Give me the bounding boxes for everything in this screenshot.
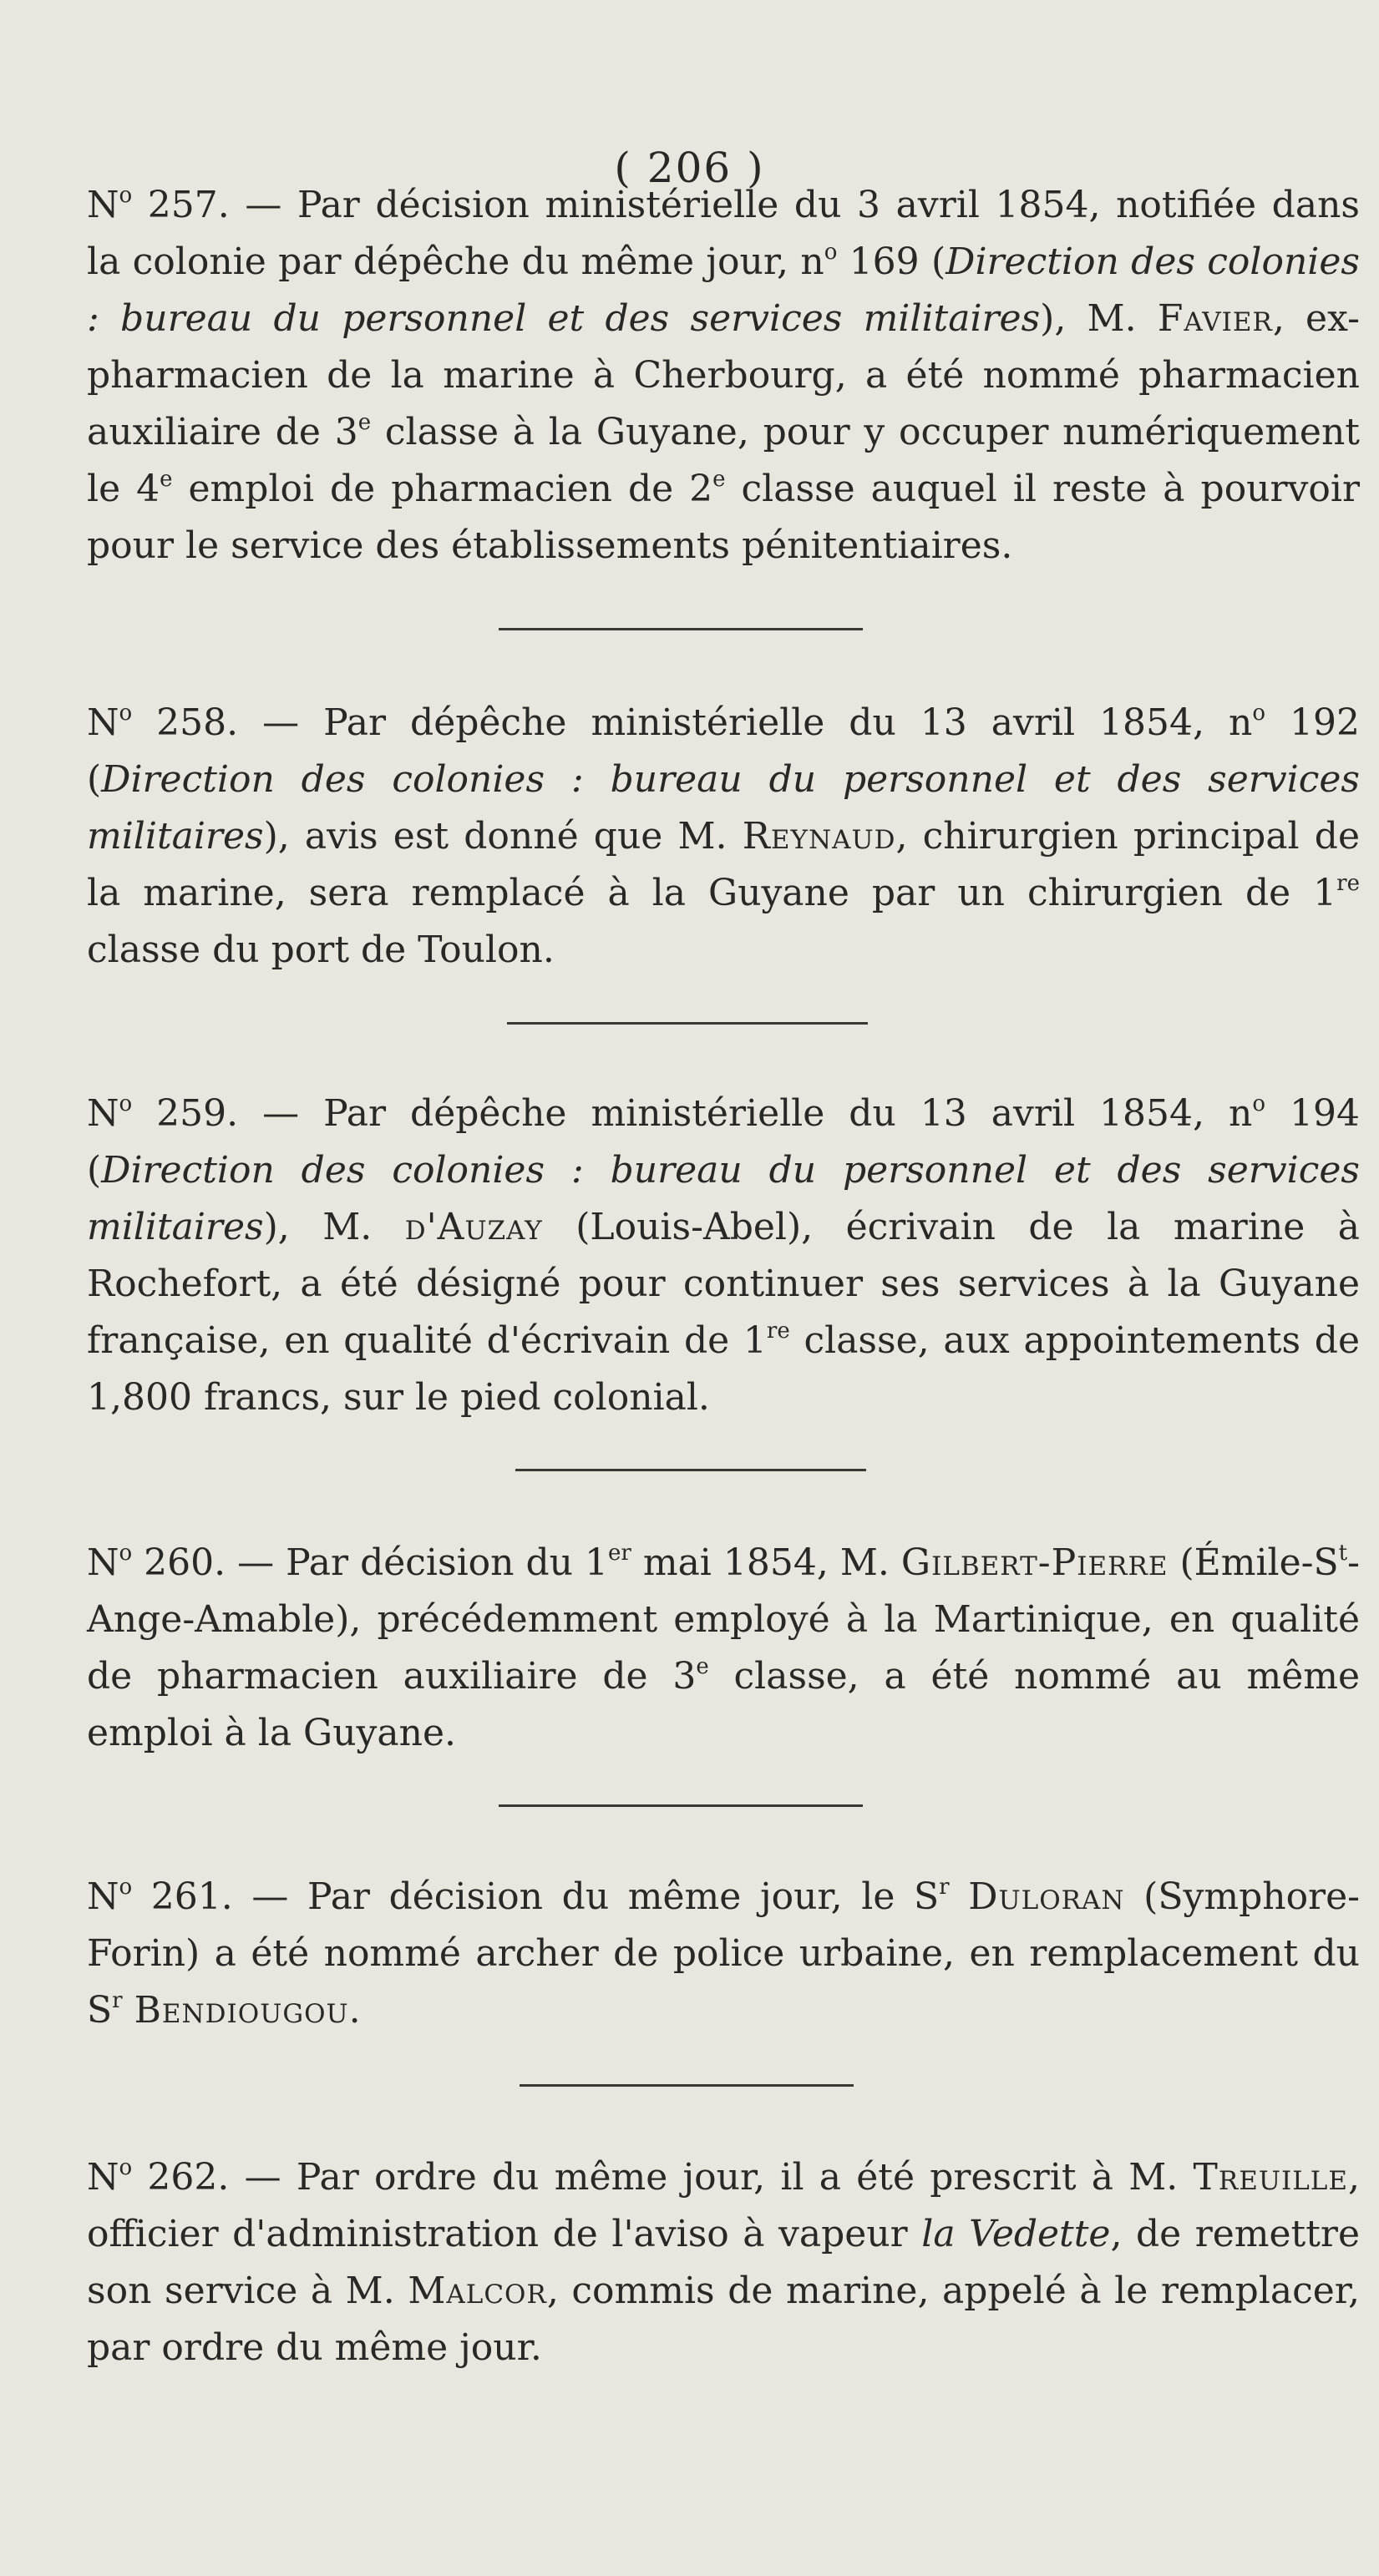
text-run: 169 ( xyxy=(837,240,946,283)
text-run: emploi de pharmacien de 2 xyxy=(172,468,713,510)
text-run: classe, aux appointements de 1,800 francs, sur le pied colonial. xyxy=(87,1319,1360,1419)
separator-rule xyxy=(515,1469,866,1471)
text-run: 260. — Par décision du 1 xyxy=(132,1541,608,1584)
superscript: o xyxy=(119,2155,133,2180)
entry-259 xyxy=(87,1086,1360,1426)
text-run: , de remettre son service à M. xyxy=(87,2213,1360,2312)
separator-rule xyxy=(499,628,863,630)
text-run: ), M. xyxy=(263,1206,405,1248)
entry-262 xyxy=(87,2149,1360,2376)
text-run: , ex-pharmacien de la marine à Cherbourg, a été nommé pharmacien auxiliaire de 3 xyxy=(87,297,1360,453)
text-run: N xyxy=(87,701,119,744)
text-run: 192 ( xyxy=(87,701,1360,801)
text-run: 194 ( xyxy=(87,1092,1360,1192)
text-run: 258. — Par dépêche ministérielle du 13 avril 1854, n xyxy=(132,701,1253,744)
superscript: e xyxy=(712,467,726,492)
text-run: N xyxy=(87,184,119,226)
superscript: r xyxy=(939,1875,950,1900)
person-name: Treuille xyxy=(1193,2156,1348,2199)
superscript: r xyxy=(112,1988,123,2013)
text-run: (Louis-Abel), écrivain de la marine à Rochefort, a été désigné pour continuer ses services à la Guyane française, en qualité d'écrivain de 1 xyxy=(87,1206,1360,1362)
italic-run: Direction des colonies : bureau du personnel et des services militaires xyxy=(87,1149,1360,1248)
separator-rule xyxy=(507,1022,868,1025)
person-name: d'Auzay xyxy=(404,1206,543,1248)
text-run: ), avis est donné que M. xyxy=(263,815,743,858)
text-run: . xyxy=(348,1989,361,2032)
entry-257 xyxy=(87,177,1360,574)
text-run: (Émile-S xyxy=(1168,1541,1339,1584)
text-run: 259. — Par dépêche ministérielle du 13 avril 1854, n xyxy=(132,1092,1253,1135)
superscript: o xyxy=(119,1091,133,1116)
person-name: Gilbert-Pierre xyxy=(900,1541,1169,1584)
separator-rule xyxy=(520,2084,854,2087)
text-run: classe, a été nommé au même emploi à la Guyane. xyxy=(87,1655,1360,1754)
italic-run: Direction des colonies : bureau du personnel et des services militaires xyxy=(87,758,1360,858)
text-run: , chirurgien principal de la marine, sera remplacé à la Guyane par un chirurgien de 1 xyxy=(87,815,1360,914)
text-run: N xyxy=(87,1875,119,1918)
superscript: o xyxy=(1252,1091,1266,1116)
superscript: o xyxy=(119,1875,133,1900)
superscript: o xyxy=(824,240,838,265)
text-run: N xyxy=(87,1541,119,1584)
entry-258 xyxy=(87,695,1360,979)
text-run: ), M. xyxy=(1040,297,1158,340)
text-run: classe auquel il reste à pourvoir pour le service des établissements pénitentiaires. xyxy=(87,468,1361,567)
text-run: 262. — Par ordre du même jour, il a été prescrit à M. xyxy=(132,2156,1194,2199)
superscript: t xyxy=(1338,1541,1348,1566)
text-run: N xyxy=(87,2156,119,2199)
person-name: Malcor xyxy=(408,2270,547,2312)
superscript: o xyxy=(119,701,133,726)
page-number: ( 206 ) xyxy=(614,144,765,192)
text-run: classe du port de Toulon. xyxy=(87,929,555,971)
superscript: re xyxy=(766,1318,790,1344)
text-run: , commis de marine, appelé à le remplacer, par ordre du même jour. xyxy=(87,2270,1360,2369)
person-name: Reynaud xyxy=(742,815,896,858)
text-run: mai 1854, M. xyxy=(631,1541,901,1584)
entry-261 xyxy=(87,1869,1360,2039)
italic-run: la Vedette xyxy=(921,2213,1111,2255)
person-name: Duloran xyxy=(968,1875,1125,1918)
separator-rule xyxy=(499,1804,863,1807)
text-run: -Ange-Amable), précédemment employé à la Martinique, en qualité de pharmacien auxiliaire de 3 xyxy=(87,1541,1360,1698)
text-run: classe à la Guyane, pour y occuper numériquement le 4 xyxy=(87,411,1360,510)
person-name: Bendiougou xyxy=(134,1989,349,2032)
text-run: (Symphore-Forin) a été nommé archer de police urbaine, en remplacement du S xyxy=(87,1875,1360,2032)
text-run: , officier d'administration de l'aviso à vapeur xyxy=(87,2156,1360,2255)
text-run: N xyxy=(87,1092,119,1135)
superscript: o xyxy=(119,1541,133,1566)
superscript: o xyxy=(1252,701,1266,726)
superscript: e xyxy=(696,1654,709,1679)
italic-run: Direction des colonies : bureau du personnel et des services militaires xyxy=(87,240,1360,340)
text-run xyxy=(950,1875,969,1918)
person-name: Favier xyxy=(1157,297,1273,340)
text-run: 257. — Par décision ministérielle du 3 avril 1854, notifiée dans la colonie par dépêche du même jour, n xyxy=(87,184,1360,283)
superscript: o xyxy=(119,183,133,208)
superscript: e xyxy=(357,410,372,435)
superscript: er xyxy=(608,1541,631,1566)
entry-260 xyxy=(87,1535,1360,1762)
superscript: e xyxy=(160,467,173,492)
superscript: re xyxy=(1336,871,1360,896)
text-run: 261. — Par décision du même jour, le S xyxy=(132,1875,940,1918)
text-run xyxy=(123,1989,134,2032)
